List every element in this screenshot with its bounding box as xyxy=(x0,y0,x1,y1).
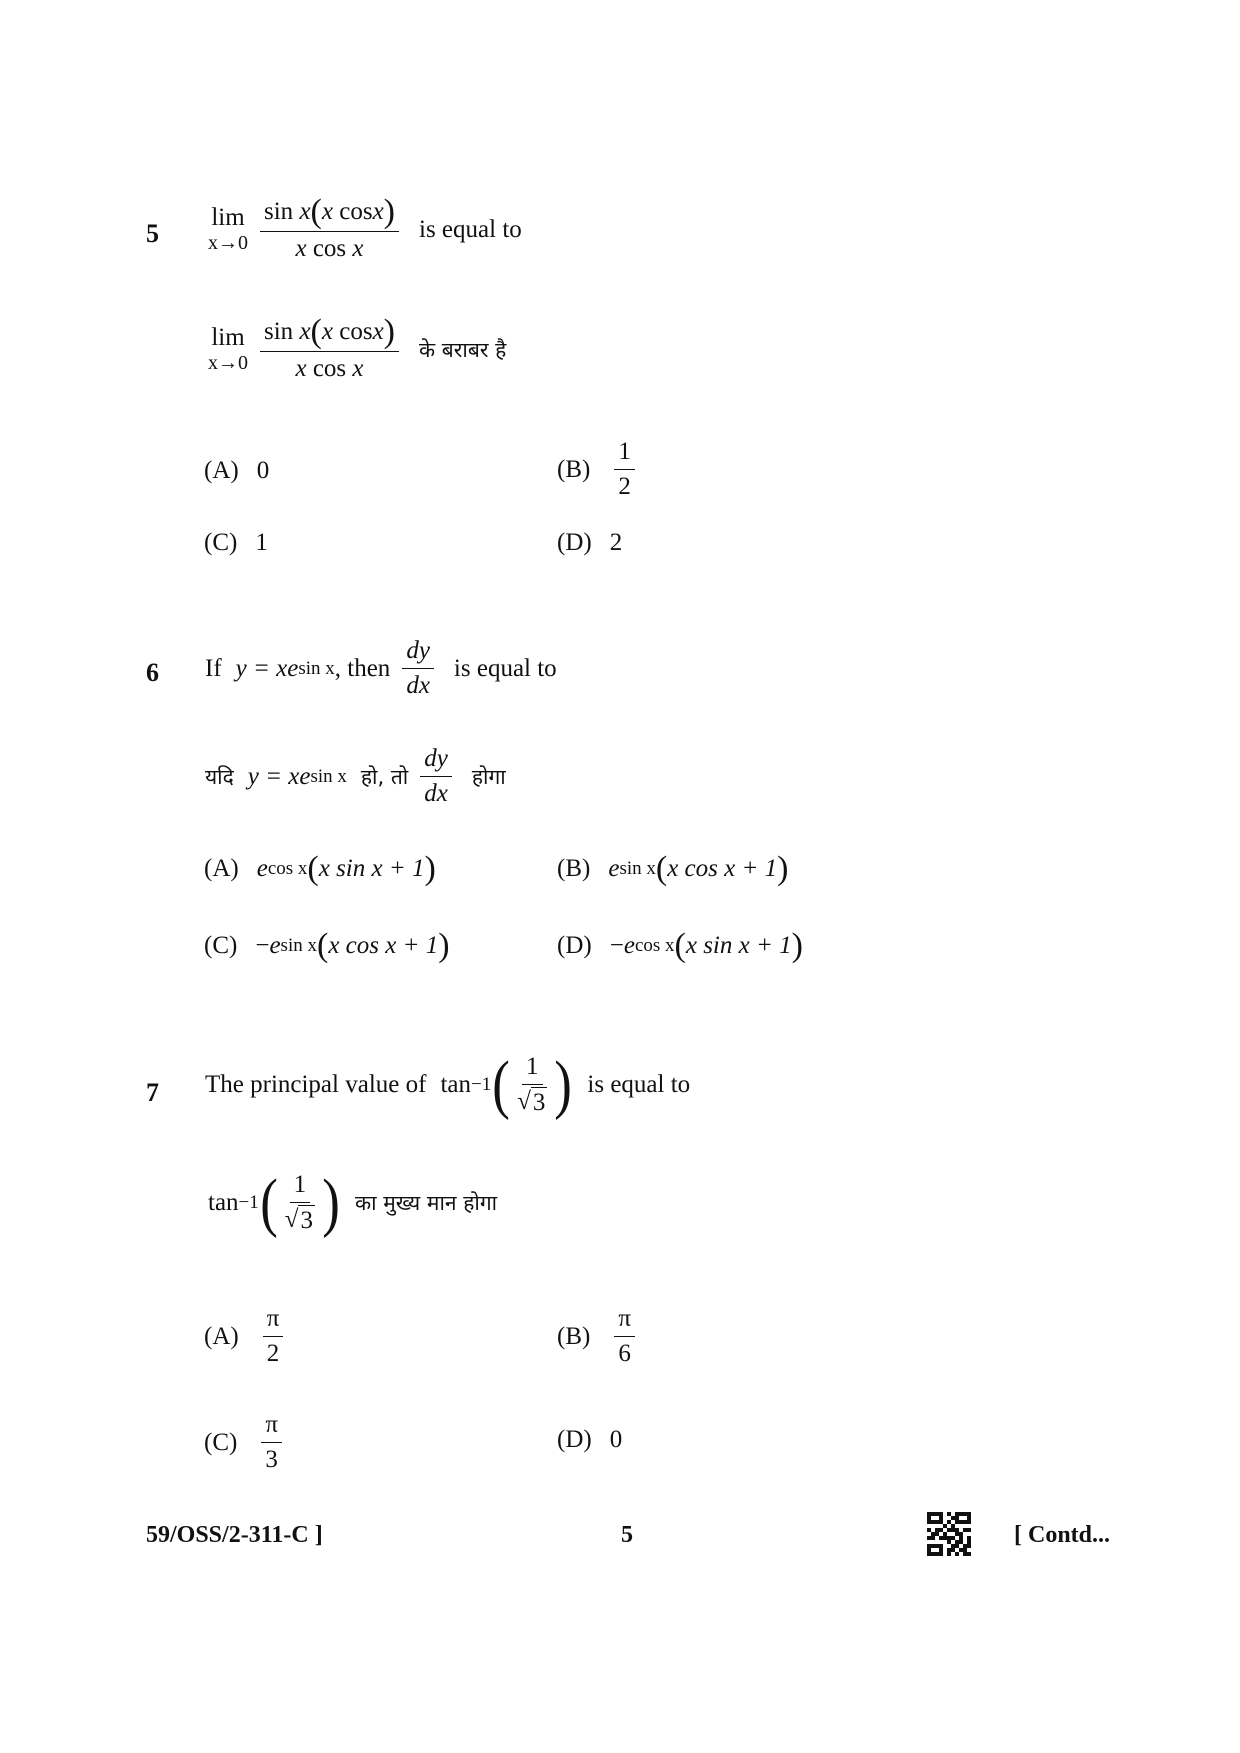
option-expression: x sin x + 1 xyxy=(318,855,425,882)
fraction-numerator: π xyxy=(614,1304,635,1337)
continued-label: [ Contd... xyxy=(1014,1522,1111,1548)
fn-var2: x xyxy=(321,318,333,345)
option-c[interactable]: (C) − e sin x ( x cos x + 1 ) xyxy=(204,927,450,964)
lim-word: lim xyxy=(211,203,245,231)
fd-cos: cos xyxy=(312,235,347,262)
option-label: (C) xyxy=(204,529,238,556)
lim-word: lim xyxy=(211,323,245,351)
fd-var2: x xyxy=(352,355,364,382)
option-label: (D) xyxy=(557,1426,592,1453)
derivative-fraction xyxy=(402,636,434,701)
option-fraction xyxy=(263,1304,284,1369)
argument-fraction xyxy=(281,1170,319,1236)
fraction-numerator: π xyxy=(261,1410,282,1443)
derivative-fraction xyxy=(420,744,452,809)
option-label: (C) xyxy=(204,932,238,959)
option-c[interactable] xyxy=(204,529,268,557)
limit-operator xyxy=(208,324,248,376)
radicand: 3 xyxy=(300,1207,313,1234)
option-value: 1 xyxy=(255,529,268,556)
question-7-hindi: tan −1 ( 1 √ 3 ) का मुख्य मान होगा xyxy=(208,1166,498,1239)
option-label: (A) xyxy=(204,1322,239,1350)
question-number: 5 xyxy=(146,219,159,248)
option-label: (B) xyxy=(557,1322,591,1350)
lim-subscript: x→0 xyxy=(208,232,248,255)
fraction-denominator xyxy=(291,232,367,264)
option-label: (A) xyxy=(204,855,239,882)
fn-var: x xyxy=(299,318,311,345)
fraction-numerator: sin x(x cosx) xyxy=(260,315,399,352)
option-value: 0 xyxy=(609,1426,623,1453)
option-expression: x sin x + 1 xyxy=(685,932,792,959)
question-text: is equal to xyxy=(453,654,557,682)
fraction-denominator: 3 xyxy=(265,1446,278,1473)
question-6-hindi: यदि y = xe sin x हो, तो $\frac{dy}{dx}$ होगा xyxy=(205,745,506,807)
option-c[interactable] xyxy=(204,1410,288,1475)
question-text-hindi: हो, तो xyxy=(360,764,409,789)
limit-fraction xyxy=(260,315,399,384)
fd-var: x xyxy=(295,235,307,262)
option-label: (B) xyxy=(557,855,591,882)
fraction-numerator: dy xyxy=(420,744,452,777)
equation: y = xe xyxy=(235,654,299,682)
fd-cos: cos xyxy=(312,355,347,382)
fraction-numerator: 1 xyxy=(522,1052,543,1085)
option-label: (A) xyxy=(204,457,239,484)
limit-fraction xyxy=(260,195,399,264)
option-label: (C) xyxy=(204,1428,238,1456)
option-value: 2 xyxy=(609,529,623,556)
question-text: is equal to xyxy=(419,215,522,243)
option-a[interactable] xyxy=(204,1304,289,1369)
fn-sin: sin xyxy=(264,198,294,225)
qr-code-icon xyxy=(927,1512,971,1556)
fraction-denominator: dx xyxy=(406,672,430,699)
option-sign: − xyxy=(609,932,624,959)
fraction-denominator: 2 xyxy=(618,473,631,500)
fn-cos: cos xyxy=(339,318,373,345)
option-a[interactable] xyxy=(204,457,269,485)
fd-var2: x xyxy=(352,235,364,262)
option-d[interactable]: (D) − e cos x ( x sin x + 1 ) xyxy=(557,927,803,964)
page-number: 5 xyxy=(621,1522,633,1548)
fraction-numerator: sin x(x cosx) xyxy=(260,195,399,232)
option-fraction xyxy=(614,437,635,502)
fd-var: x xyxy=(295,355,307,382)
question-5-english xyxy=(208,195,522,264)
argument-fraction xyxy=(513,1052,551,1118)
fraction-numerator: π xyxy=(263,1304,284,1337)
option-b[interactable] xyxy=(557,437,641,502)
option-label: (D) xyxy=(557,932,592,959)
question-text: is equal to xyxy=(587,1071,691,1098)
fn-var2: x xyxy=(321,198,333,225)
question-text: If xyxy=(205,654,222,682)
fraction-numerator: 1 xyxy=(614,437,635,470)
fraction-numerator: 1 xyxy=(290,1170,311,1203)
option-b[interactable]: (B) e sin x ( x cos x + 1 ) xyxy=(557,850,789,887)
question-7-english: The principal value of tan −1 ( 1 √ 3 ) is equal to xyxy=(205,1048,691,1121)
question-number: 7 xyxy=(146,1078,159,1107)
fn-sin: sin xyxy=(264,318,294,345)
option-fraction xyxy=(261,1410,282,1475)
option-d[interactable] xyxy=(557,1426,622,1454)
paper-code: 59/OSS/2-311-C ] xyxy=(146,1522,323,1548)
fraction-denominator: dx xyxy=(424,780,448,807)
lim-subscript: x→0 xyxy=(208,352,248,375)
fn-var3: x xyxy=(372,318,384,345)
fraction-denominator: √ 3 xyxy=(284,1206,313,1234)
tan-function: tan xyxy=(440,1071,471,1098)
option-a[interactable]: (A) e cos x ( x sin x + 1 ) xyxy=(204,850,436,887)
question-text-hindi: का मुख्य मान होगा xyxy=(354,1191,498,1215)
fraction-denominator: 6 xyxy=(618,1340,631,1367)
fraction-denominator: √ 3 xyxy=(517,1088,546,1116)
fn-var: x xyxy=(299,198,311,225)
option-b[interactable] xyxy=(557,1304,641,1369)
question-text: The principal value of xyxy=(205,1071,427,1098)
fraction-denominator: 2 xyxy=(266,1340,280,1367)
option-expression: x cos x + 1 xyxy=(667,855,778,882)
option-value: 0 xyxy=(256,457,270,484)
question-5-hindi xyxy=(208,315,506,384)
question-6-english: If y = xe sin x , then $\frac{dy}{dx}$ is equal to xyxy=(205,637,557,699)
option-fraction xyxy=(614,1304,635,1369)
fn-cos: cos xyxy=(339,198,373,225)
limit-operator xyxy=(208,204,248,256)
question-text-hindi: यदि xyxy=(205,764,234,789)
equation: y = xe xyxy=(247,762,311,790)
option-sign: − xyxy=(255,932,270,959)
option-d[interactable] xyxy=(557,529,622,557)
question-text-hindi: के बराबर है xyxy=(419,337,507,362)
question-number: 6 xyxy=(146,658,159,687)
option-expression: x cos x + 1 xyxy=(328,932,439,959)
option-label: (B) xyxy=(557,455,591,483)
fraction-denominator xyxy=(291,352,367,384)
question-text: , then xyxy=(334,654,391,682)
radicand: 3 xyxy=(532,1089,546,1116)
fn-var3: x xyxy=(372,198,384,225)
fraction-numerator: dy xyxy=(402,636,434,669)
option-label: (D) xyxy=(557,529,592,556)
question-text-hindi: होगा xyxy=(471,764,506,789)
tan-function: tan xyxy=(208,1189,239,1216)
